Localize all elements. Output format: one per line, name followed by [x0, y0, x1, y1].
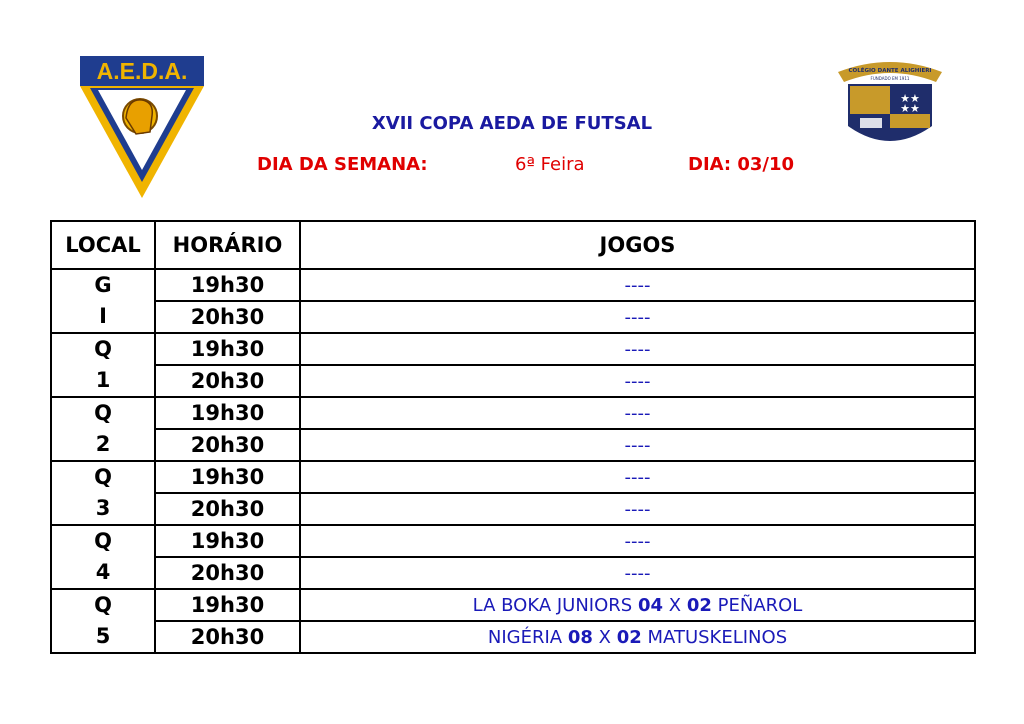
time-cell: 20h30 [155, 557, 300, 589]
game-cell [300, 525, 975, 557]
local-cell [51, 269, 155, 333]
game-placeholder: ---- [624, 402, 651, 424]
game-placeholder: ---- [624, 306, 651, 328]
time-cell: 20h30 [155, 301, 300, 333]
page-title: XVII COPA AEDA DE FUTSAL [371, 113, 653, 134]
local-label: Q [94, 337, 112, 361]
game-placeholder: ---- [624, 338, 651, 360]
local-label: 3 [95, 496, 111, 520]
time-cell: 20h30 [155, 493, 300, 525]
svg-text:A.E.D.A.: A.E.D.A. [96, 58, 188, 84]
local-label: Q [94, 529, 112, 553]
svg-text:★★: ★★ [900, 102, 920, 115]
game-placeholder: ---- [624, 370, 651, 392]
score-away: 02 [616, 626, 642, 648]
schedule-table [50, 220, 976, 654]
game-cell [300, 333, 975, 365]
column-header-local: LOCAL [51, 221, 155, 269]
weekday: 6ª Feira [515, 154, 585, 175]
table-row [51, 333, 975, 365]
time-cell: 19h30 [155, 589, 300, 621]
team-away: MATUSKELINOS [647, 626, 788, 648]
local-label: 5 [95, 624, 111, 648]
time-cell: 19h30 [155, 269, 300, 301]
local-cell [51, 589, 155, 653]
game-cell [300, 429, 975, 461]
game-placeholder: ---- [624, 274, 651, 296]
table-row [51, 269, 975, 301]
game-cell [300, 301, 975, 333]
game-cell [300, 397, 975, 429]
table-row [51, 525, 975, 557]
local-cell [51, 461, 155, 525]
table-header-row [51, 221, 975, 269]
time-cell: 20h30 [155, 621, 300, 653]
time-cell: 19h30 [155, 333, 300, 365]
column-header-horario: HORÁRIO [155, 221, 300, 269]
score-away: 02 [686, 594, 712, 616]
table-row [51, 589, 975, 621]
game-cell [300, 493, 975, 525]
table-row [51, 397, 975, 429]
local-cell [51, 333, 155, 397]
game-cell [300, 365, 975, 397]
svg-text:★★: ★★ [900, 92, 920, 105]
local-label: Q [94, 465, 112, 489]
game-cell [300, 269, 975, 301]
time-cell: 20h30 [155, 429, 300, 461]
game-placeholder: ---- [624, 562, 651, 584]
column-header-jogos: JOGOS [300, 221, 975, 269]
game-placeholder: ---- [624, 466, 651, 488]
game-cell [300, 621, 975, 653]
schedule-body [51, 269, 975, 653]
local-cell [51, 525, 155, 589]
table-row [51, 429, 975, 461]
local-label: I [99, 304, 107, 328]
time-cell: 19h30 [155, 397, 300, 429]
dante-alighieri-logo [832, 56, 948, 156]
day-label: DIA DA SEMANA: [257, 154, 428, 175]
game-placeholder: ---- [624, 434, 651, 456]
score-home: 04 [637, 594, 664, 616]
table-row [51, 621, 975, 653]
game-placeholder: ---- [624, 498, 651, 520]
team-home: NIGÉRIA [487, 626, 563, 648]
local-label: 2 [95, 432, 111, 456]
svg-text:COLÉGIO DANTE ALIGHIERI: COLÉGIO DANTE ALIGHIERI [848, 68, 932, 74]
date-label: DIA: 03/10 [688, 154, 795, 175]
score-home: 08 [567, 626, 593, 648]
time-cell: 19h30 [155, 461, 300, 493]
game-cell [300, 557, 975, 589]
table-row [51, 557, 975, 589]
game-cell [300, 461, 975, 493]
local-label: 1 [95, 368, 111, 392]
team-away: PEÑAROL [717, 594, 803, 616]
game-cell [300, 589, 975, 621]
local-label: G [94, 273, 112, 297]
local-label: Q [94, 593, 112, 617]
score-separator: X [668, 594, 682, 616]
table-row [51, 365, 975, 397]
local-label: 4 [95, 560, 111, 584]
time-cell: 20h30 [155, 365, 300, 397]
local-cell [51, 397, 155, 461]
local-label: Q [94, 401, 112, 425]
table-row [51, 461, 975, 493]
table-row [51, 493, 975, 525]
svg-text:FUNDADO EM 1911: FUNDADO EM 1911 [870, 76, 910, 81]
table-row [51, 301, 975, 333]
team-home: LA BOKA JUNIORS [472, 594, 633, 616]
game-placeholder: ---- [624, 530, 651, 552]
time-cell: 19h30 [155, 525, 300, 557]
score-separator: X [598, 626, 611, 648]
